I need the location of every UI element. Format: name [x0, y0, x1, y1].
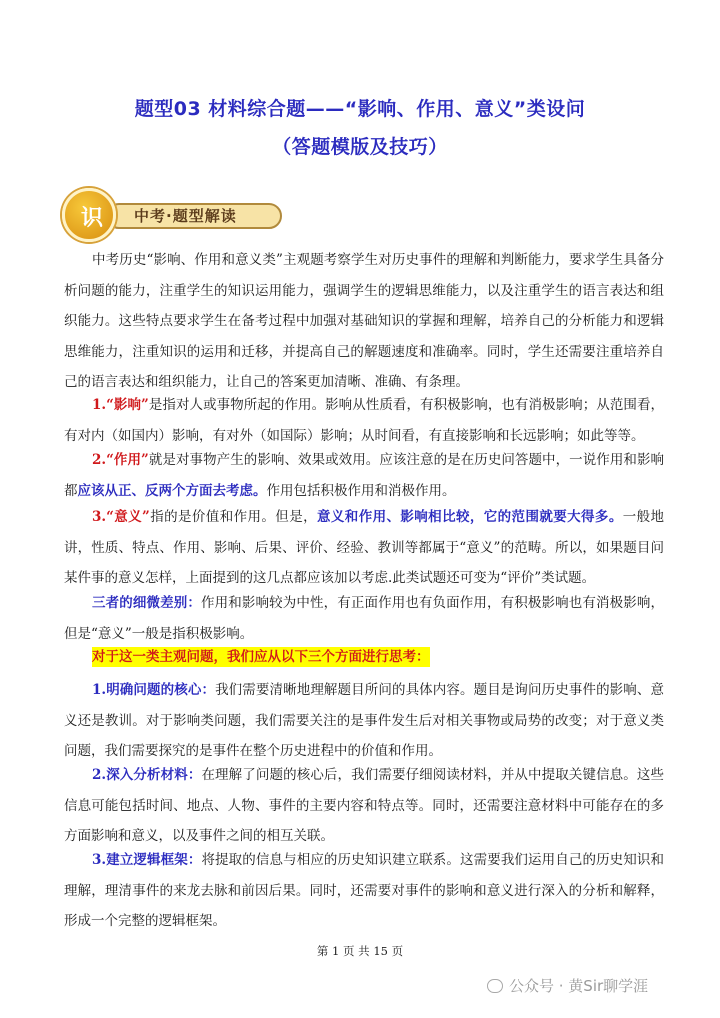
intro-paragraph: 中考历史“影响、作用和意义类”主观题考察学生对历史事件的理解和判断能力，要求学生具备分析问题的能力，注重学生的知识运用能力，强调学生的逻辑思维能力，以及注重学生的语言表达和组织能力。这些特点要求学生在备考过程中加强对基础知识的掌握和理解，培养自己的分析能力和逻辑思维能力，注重知识的运用和迁移，并提高自己的解题速度和准确率。同时，学生还需要注重培养自己的语言表达和组织能力，让自己的答案更加清晰、准确、有条理。 [64, 252, 664, 391]
page-title: 题型03 材料综合题——“影响、作用、意义”类设问 [134, 98, 586, 120]
step-1 [64, 675, 664, 767]
def3-text2: 一般地讲，性质、特点、作用、影响、后果、评价、经验、教训等都属于“意义”的范畴。所以，如果题目问某件事的意义怎样，上面提到的这几点都应该加以考虑.此类试题还可变为“评价”类试题。 [64, 509, 665, 587]
step-3-label: 3.建立逻辑框架： [92, 852, 202, 868]
step-3 [64, 845, 664, 937]
wechat-icon [487, 979, 503, 993]
def3-emphasis: 意义和作用、影响相比较，它的范围就要大得多。 [317, 509, 623, 525]
def2-emphasis: 应该从正、反两个方面去考虑。 [77, 482, 267, 499]
watermark-text: 公众号 · 黄Sir聊学涯 [509, 977, 649, 995]
def2-text1: 就是对事物产生的影响、效果或效用。应该注意的是在历史问答题中，一说作用和影响都 [64, 452, 665, 499]
highlight-text: 对于这一类主观问题，我们应从以下三个方面进行思考： [92, 649, 430, 665]
difference-label: 三者的细微差别： [92, 595, 201, 611]
def3-term: “意义” [106, 509, 150, 525]
def1-num: 1. [92, 397, 107, 413]
badge-label: 中考·题型解读 [134, 207, 237, 225]
step-2 [64, 760, 664, 852]
badge-char: 识 [80, 206, 103, 231]
def1-text: 是指对人或事物所起的作用。影响从性质看，有积极影响，也有消极影响；从范围看，有对内（如国内）影响，有对外（如国际）影响；从时间看，有直接影响和长远影响；如此等等。 [64, 397, 665, 444]
page-subtitle: （答题模版及技巧） [272, 136, 448, 158]
step-2-text: 在理解了问题的核心后，我们需要仔细阅读材料，并从中提取关键信息。这些信息可能包括时间、地点、人物、事件的主要内容和特点等。同时，还需要注意材料中可能存在的多方面影响和意义，以及事件之间的相互关联。 [64, 767, 664, 845]
watermark [487, 975, 648, 996]
def1-term: “影响” [106, 397, 149, 413]
definition-function [64, 445, 664, 506]
step-3-text: 将提取的信息与相应的历史知识建立联系。这需要我们运用自己的历史知识和理解，理清事件的来龙去脉和前因后果。同时，还需要对事件的影响和意义进行深入的分析和解释，形成一个完整的逻辑框架。 [64, 852, 664, 930]
definition-influence [64, 390, 664, 451]
section-badge [62, 188, 288, 244]
def3-text1: 指的是价值和作用。但是， [149, 509, 317, 525]
difference-text: 作用和影响较为中性，有正面作用也有负面作用，有积极影响也有消极影响，但是“意义”一般是指积极影响。 [64, 595, 665, 642]
def2-term: “作用” [106, 452, 149, 468]
step-1-text: 我们需要清晰地理解题目所问的具体内容。题目是询问历史事件的影响、意义还是教训。对于影响类问题，我们需要关注的是事件发生后对相关事物或局势的改变；对于意义类问题，我们需要探究的是事件在整个历史进程中的价值和作用。 [64, 682, 665, 760]
definition-significance [64, 502, 664, 594]
badge-circle-icon [62, 188, 116, 242]
difference-paragraph [64, 588, 664, 649]
def3-num: 3. [92, 509, 107, 525]
page-footer: 第 1 页 共 15 页 [316, 944, 404, 958]
def2-text2: 作用包括积极作用和消极作用。 [266, 482, 456, 499]
step-1-label: 1.明确问题的核心： [92, 682, 216, 698]
def2-num: 2. [92, 452, 107, 468]
step-2-label: 2.深入分析材料： [92, 767, 202, 783]
highlight-line [64, 642, 664, 673]
